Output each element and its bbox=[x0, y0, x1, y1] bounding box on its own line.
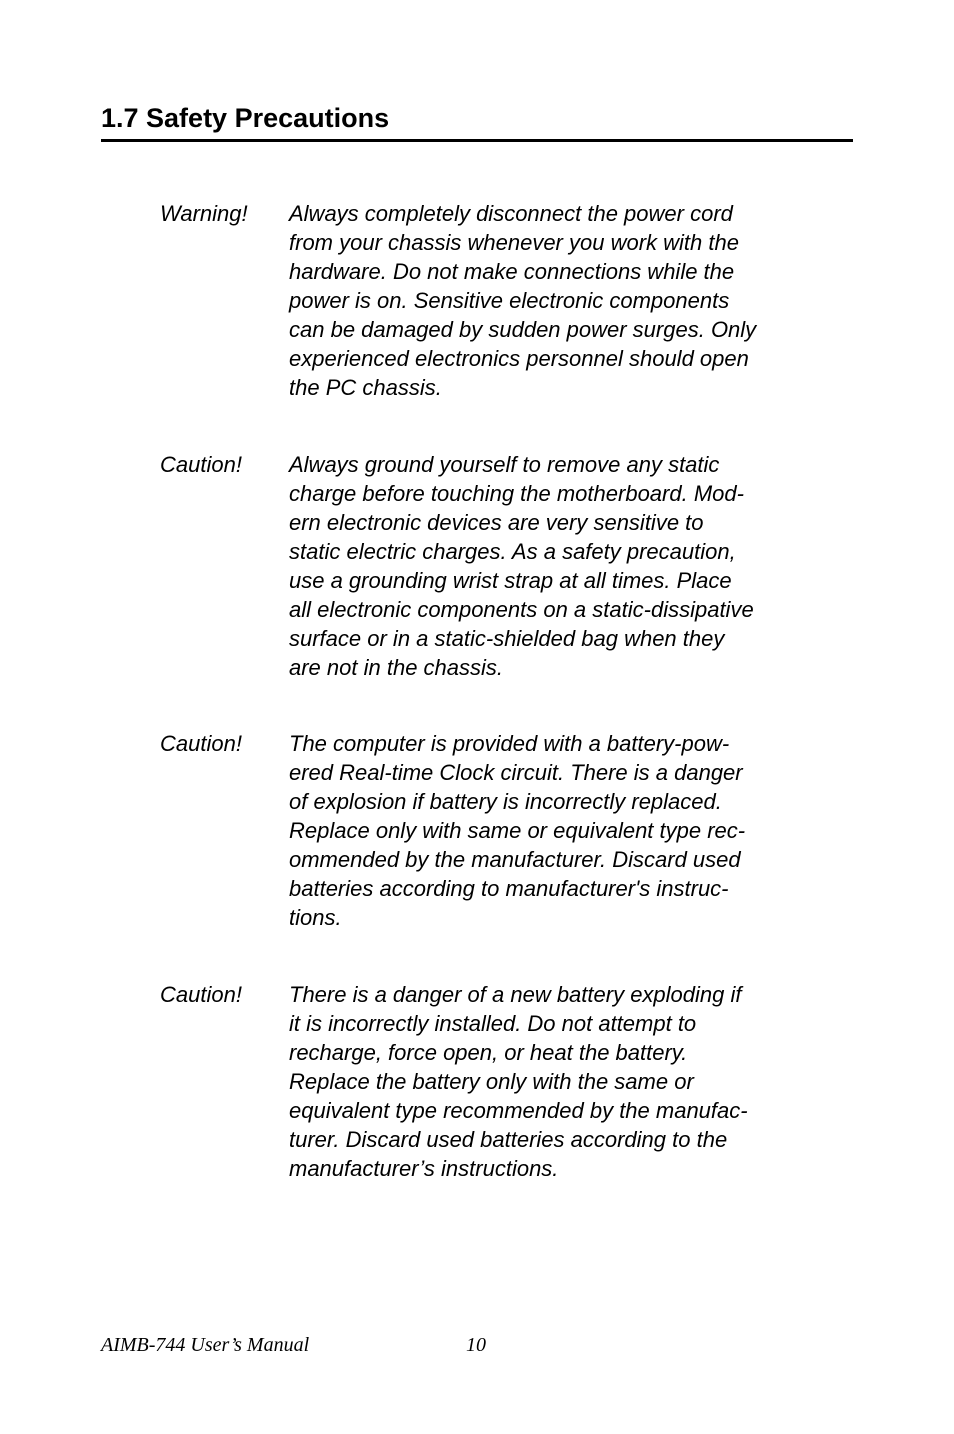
section-heading bbox=[101, 100, 853, 142]
notice-line: charge before touching the motherboard. Mod- bbox=[289, 481, 744, 506]
notice-label: Caution! bbox=[160, 731, 242, 756]
notice-line: batteries according to manufacturer's instruc- bbox=[289, 876, 729, 901]
notice-line: all electronic components on a static-dissipative bbox=[289, 597, 754, 622]
notice-line: ern electronic devices are very sensitive to bbox=[289, 510, 704, 535]
notice-line: Always ground yourself to remove any static bbox=[289, 452, 720, 477]
notice-line: Always completely disconnect the power cord bbox=[289, 201, 733, 226]
footer-page-number: 10 bbox=[466, 1334, 486, 1356]
notice-text bbox=[289, 980, 809, 1183]
notice-label: Caution! bbox=[160, 982, 242, 1007]
notice-line: There is a danger of a new battery exploding if bbox=[289, 982, 742, 1007]
footer-manual-title: AIMB-744 User’s Manual bbox=[101, 1334, 310, 1356]
notice-line: Replace only with same or equivalent type rec- bbox=[289, 818, 746, 843]
notice-text bbox=[289, 199, 809, 402]
notice-line: power is on. Sensitive electronic components bbox=[289, 288, 730, 313]
notice-line: equivalent type recommended by the manufac- bbox=[289, 1098, 748, 1123]
notice-line: of explosion if battery is incorrectly replaced. bbox=[289, 789, 722, 814]
notice-line: experienced electronics personnel should open bbox=[289, 346, 749, 371]
notice-text bbox=[289, 729, 809, 932]
notice-line: hardware. Do not make connections while the bbox=[289, 259, 735, 284]
notice-line: use a grounding wrist strap at all times. Place bbox=[289, 568, 732, 593]
notice-line: ered Real-time Clock circuit. There is a danger bbox=[289, 760, 743, 785]
notice-line: from your chassis whenever you work with the bbox=[289, 230, 739, 255]
notice-line: recharge, force open, or heat the battery. bbox=[289, 1040, 688, 1065]
section-title: 1.7 Safety Precautions bbox=[101, 103, 390, 133]
notice-label: Caution! bbox=[160, 452, 242, 477]
notice-line: are not in the chassis. bbox=[289, 655, 504, 680]
notice-line: surface or in a static-shielded bag when they bbox=[289, 626, 725, 651]
notice-line: tions. bbox=[289, 905, 342, 930]
notice-line: can be damaged by sudden power surges. Only bbox=[289, 317, 757, 342]
notice-line: the PC chassis. bbox=[289, 375, 442, 400]
notice-line: turer. Discard used batteries according to the bbox=[289, 1127, 728, 1152]
notice-line: ommended by the manufacturer. Discard used bbox=[289, 847, 741, 872]
notice-line: The computer is provided with a battery-pow- bbox=[289, 731, 730, 756]
notice-label: Warning! bbox=[160, 201, 248, 226]
notice-line: manufacturer’s instructions. bbox=[289, 1156, 559, 1181]
notice-line: Replace the battery only with the same or bbox=[289, 1069, 694, 1094]
notice-line: static electric charges. As a safety precaution, bbox=[289, 539, 736, 564]
notice-text bbox=[289, 450, 809, 682]
notice-line: it is incorrectly installed. Do not attempt to bbox=[289, 1011, 697, 1036]
